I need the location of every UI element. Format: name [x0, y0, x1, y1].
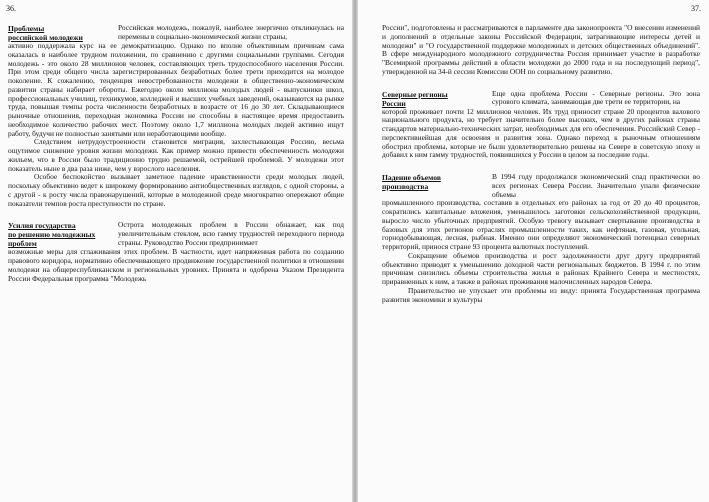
heading-line: Усилия государства	[8, 221, 76, 231]
paragraph: промышленного производства, составив в отдельных его районах за год от 20 до 40 процентов, сократились капитальные вложения, уменьшилось заготовки сельскохозяйственной продукции, выросло число убыточных предприятий. Особую тревогу вызывает свертывание производства в базовых для этих регионов отраслях промышленности таких, как нефтяная, газовая, угольная, горнодобывающая, лесная, рыбная. Именно они определяют экономический потенциал северных территорий, принося стране 93 процента валютных поступлений.	[382, 198, 700, 251]
paragraph: Сокращение объемов производства и рост задолженности друг другу предприятий объективно приводят к уменьшению доходной части региональных бюджетов. В 1994 г. по этим причинам снизились объемы строительства жилья в районах Крайнего Севера и местностях, приравненных к ним, а также в районах проживания малочисленных народов Севера.	[382, 250, 700, 286]
section-lead: Еще одна проблема России - Северные регионы. Это зона сурового климата, занимающая две трети ее территории, на	[492, 89, 700, 107]
section-lead: В 1994 году продолжался экономический спад практически во всех регионах Севера России. Значительно упали физические объемы	[492, 173, 700, 199]
section-northern-regions	[382, 90, 700, 108]
heading-line: Падение объемов	[382, 173, 441, 182]
paragraph: которой проживает почти 12 миллионов человек. Их труд приносит стране 20 процентов валового национального продукта, но требует значительно более высоких, чем в других районах страны стандартов материально-технических затрат, необходимых для его обеспечения. Российский Север - перспективнейшая для освоения и развития зона. Однако переход к рыночным отношениям обострил проблемы, которые не были удовлетворительно решены на Севере в советскую эпоху и добавил к ним гамму трудностей, появившихся у России в целом за последние годы.	[382, 106, 700, 160]
paragraph: активно поддержала курс на ее демократизацию. Однако по вполне объективным причинам сама оказалась в наиболее трудном положении, по сравнению с другими социальными группами. Сегодня молодежь - это около 28 миллионов человек, составляющих треть трудоспособного населения России. При этом среди общего числа зарегистрированных безработных более трети приходится на молодое поколение. К сожалению, тенденция невостребованности молодежи в общественно-экономическом развитии страны набирает обороты. Ежегодно около миллиона молодых людей - выпускники школ, профессиональных училищ, техникумов, колледжей и высших учебных заведений, оказываются на рынке труда, повышая темпы роста численности безработных в возрасте от 16 до 30 лет. Складывающиеся рыночные отношения, переходная экономика России не способны в настоящее время предоставить необходимое количество рабочих мест. Поэтому около 1,7 миллиона молодых людей активно ищут работу, будучи не полностью занятыми или неработающими вообще.	[8, 41, 344, 138]
section-lead: Российская молодежь, пожалуй, наиболее энергично откликнулась на перемены в социально-экономической жизни страны,	[118, 24, 344, 41]
paragraph: возможные меры для сглаживания этих проблем. В частности, идет напряженная работа по созданию правового коридора, нормативно обеспечивающего продвижение государственной политики в отношении молодежи на общереспубликанском и региональных уровнях. Принята и одобрена Указом Президента России Федеральная программа "Молодежь	[8, 247, 344, 283]
section-heading	[382, 173, 486, 191]
section-production-decline	[382, 173, 700, 199]
paragraph: Особое беспокойство вызывает заметное падение нравственности среди молодых людей, поскольку объективно ведет к широкому формированию антиобщественных взглядов, с одной стороны, а с другой - к росту числа правонарушений, которые в молодежной среде многократно опережают общие показатели темпов роста преступности по стране.	[8, 172, 344, 208]
section-state-efforts	[8, 221, 344, 248]
heading-line: по решению молодежных	[8, 230, 96, 240]
heading-line: России	[382, 98, 406, 108]
heading-line: Проблемы	[8, 24, 45, 33]
heading-line: Северные регионы	[382, 89, 448, 99]
paragraph: России", подготовлены и рассматриваются в парламенте два законопроекта "О внесении изменений и дополнений в отдельные законы Российской Федерации, затрагивающие интересы детей и молодежи" и "О государственной поддержке молодежных и детских общественных объединений". В сфере международного молодежного сотрудничества Россия принимает участие в разработке "Всемирной программы действий в области молодежи до 2000 года и на последующий период", утвержденной на 34-й сессии Комиссии ООН по социальному развитию.	[382, 23, 700, 76]
page-number-left: 36.	[6, 4, 16, 13]
right-page	[358, 0, 709, 502]
page-number-right: 37.	[691, 4, 701, 13]
heading-line: российской молодежи	[8, 33, 83, 42]
paragraph: Правительство не упускает эти проблемы из виду: принята Государственная программа развития экономики и культуры	[382, 285, 700, 304]
section-lead: Острота молодежных проблем в России обнажает, как под увеличительным стеклом, всю гамму трудностей переходного периода страны. Руководство России предпринимает	[118, 221, 344, 247]
left-page	[0, 0, 352, 502]
paragraph: Следствием нетрудоустроенности становится миграция, захлестывающая Россию, весьма ощутимое снижение уровня жизни молодежи. Как пример можно привести обеспеченность молодежи жильем, что в России было традиционно трудно решаемой, острейшей проблемой. У молодежи этот показатель ныне в два раза ниже, чем у взрослого населения.	[8, 137, 344, 173]
section-heading	[8, 24, 112, 42]
heading-line: проблем	[8, 239, 37, 249]
section-heading	[382, 90, 486, 108]
section-heading	[8, 221, 112, 248]
left-column	[8, 24, 344, 283]
section-youth-problems	[8, 24, 344, 42]
heading-line: производства	[382, 182, 429, 191]
right-column	[382, 6, 700, 304]
